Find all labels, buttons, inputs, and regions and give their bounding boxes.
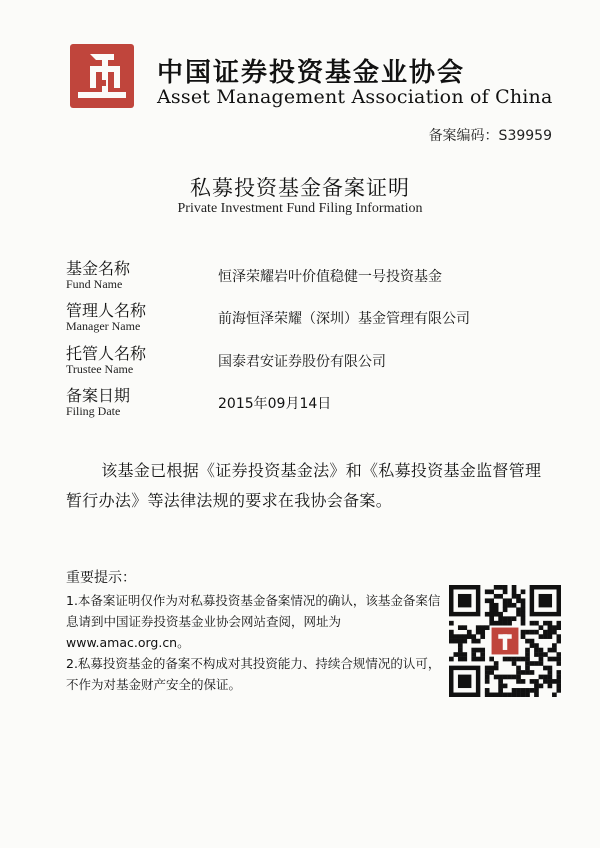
notice-title: 重要提示： [66, 570, 136, 586]
field-value: 恒泽荣耀岩叶价值稳健一号投资基金 [218, 269, 442, 285]
document-title-cn: 私募投资基金备案证明 [190, 176, 410, 200]
field-value: 2015年09月14日 [218, 396, 332, 412]
amac-seal-logo [70, 44, 134, 108]
document-title-en: Private Investment Fund Filing Information [177, 201, 423, 216]
field-label-cn: 备案日期 [66, 386, 131, 405]
field-manager-name [66, 298, 546, 340]
qr-code-icon [449, 585, 561, 697]
notice-item: 2.私募投资基金的备案不构成对其投资能力、持续合规情况的认可，不作为对基金财产安全的保证。 [66, 656, 441, 692]
field-label-en: Trustee Name [66, 362, 134, 376]
filing-statement: 该基金已根据《证券投资基金法》和《私募投资基金监督管理暂行办法》等法律法规的要求在我协会备案。 [66, 461, 542, 510]
field-label-cn: 管理人名称 [66, 301, 147, 320]
field-trustee-name [66, 341, 546, 383]
field-fund-name [66, 256, 546, 298]
field-label-cn: 基金名称 [66, 259, 131, 278]
field-filing-date [66, 383, 546, 425]
important-notice [66, 568, 446, 695]
filing-number: 备案编码：S39959 [428, 128, 552, 144]
field-label-en: Manager Name [66, 319, 141, 333]
field-value: 前海恒泽荣耀（深圳）基金管理有限公司 [218, 311, 470, 327]
field-label-en: Fund Name [66, 277, 123, 291]
notice-item: 1.本备案证明仅作为对私募投资基金备案情况的确认，该基金备案信息请到中国证券投资基金业协会网站查阅，网址为www.amac.org.cn。 [66, 593, 441, 650]
org-name-en: Asset Management Association of China [157, 86, 553, 108]
field-value: 国泰君安证券股份有限公司 [218, 354, 386, 370]
field-label-cn: 托管人名称 [66, 344, 147, 363]
org-name-cn: 中国证券投资基金业协会 [157, 58, 466, 88]
field-label-en: Filing Date [66, 404, 121, 418]
